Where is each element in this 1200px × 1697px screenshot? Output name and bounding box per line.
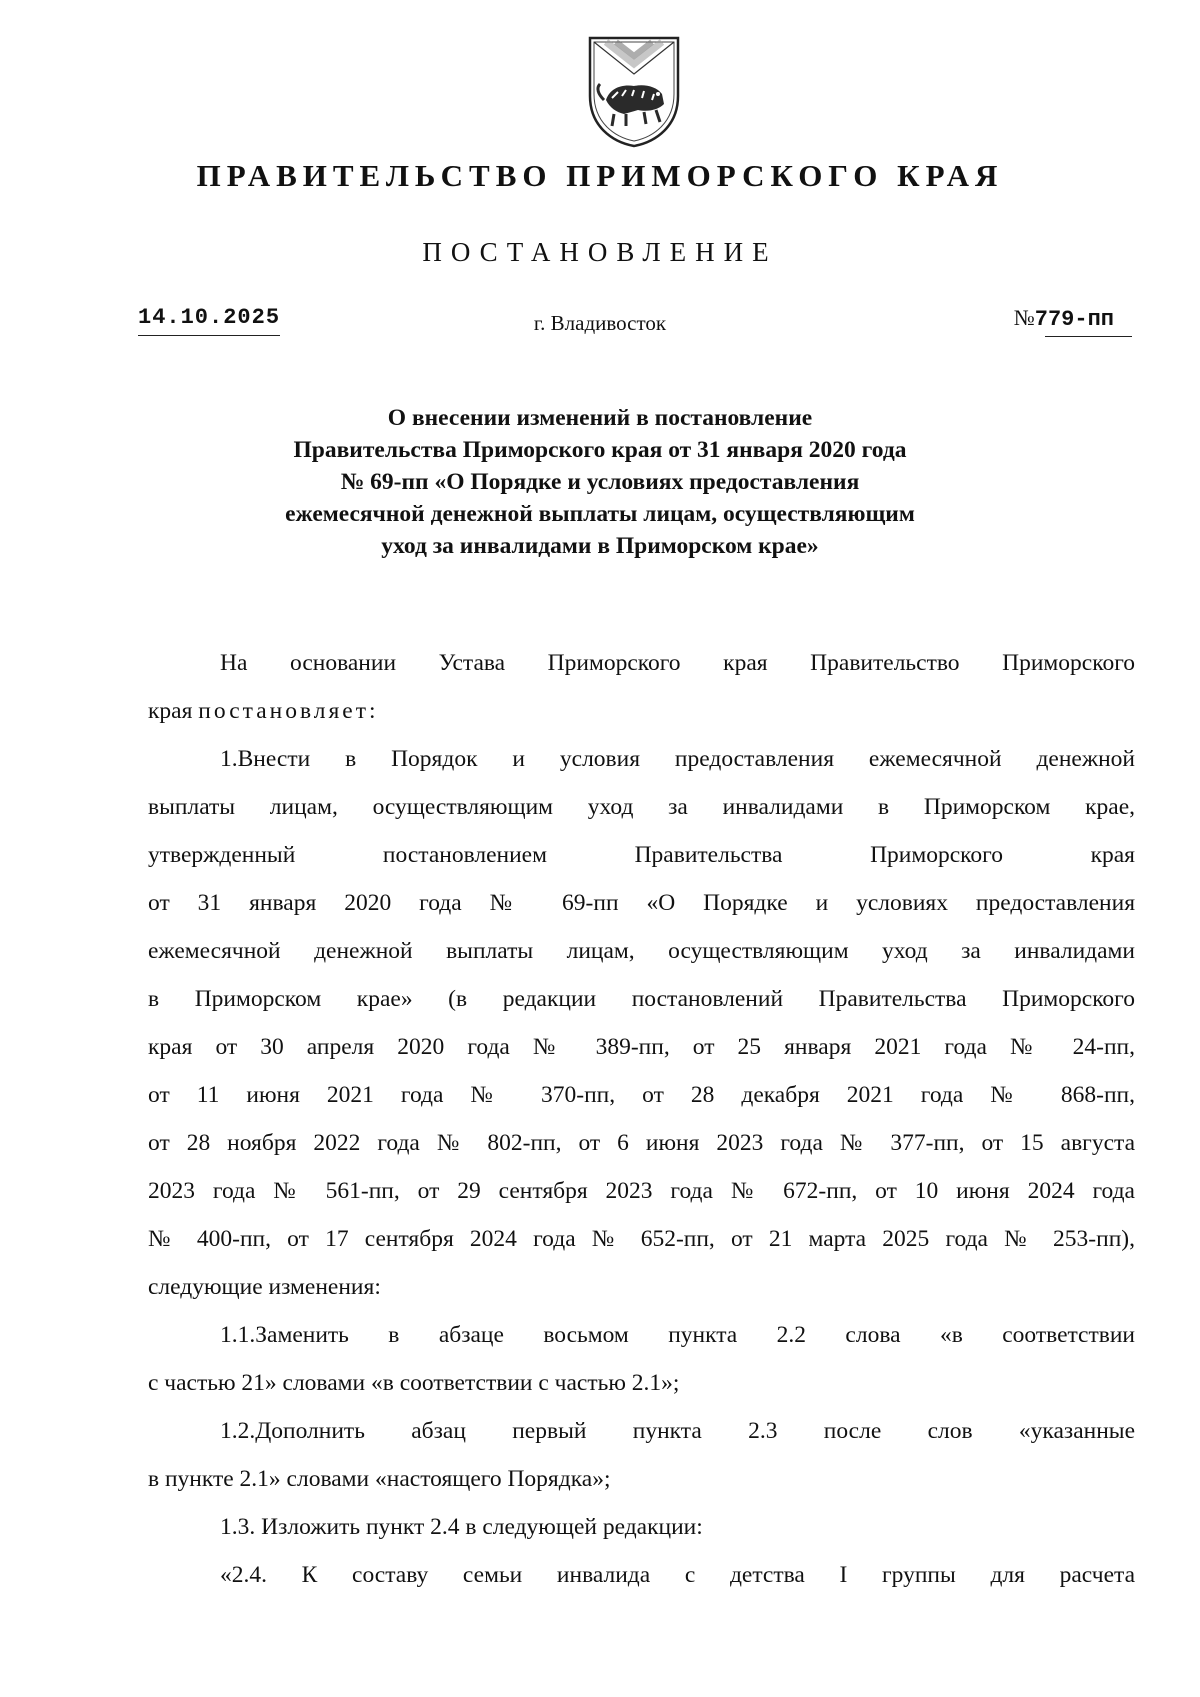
paragraph-1-line: № 400-пп, от 17 сентября 2024 года № 652-пп, от 21 марта 2025 года № 253-пп), bbox=[148, 1226, 1135, 1252]
paragraph-1-line: следующие изменения: bbox=[148, 1274, 381, 1300]
organization-name: ПРАВИТЕЛЬСТВО ПРИМОРСКОГО КРАЯ bbox=[196, 158, 1004, 193]
paragraph-1-line: ежемесячной денежной выплаты лицам, осуществляющим уход за инвалидами bbox=[148, 938, 1135, 964]
paragraph-1-line: в Приморском крае» (в редакции постановлений Правительства Приморского bbox=[148, 986, 1135, 1012]
paragraph-1-line: выплаты лицам, осуществляющим уход за инвалидами в Приморском крае, bbox=[148, 794, 1135, 820]
number-sign: № bbox=[1013, 305, 1035, 330]
preamble-text: края bbox=[148, 698, 199, 724]
number-underline bbox=[1045, 336, 1132, 337]
resolves-word: постановляет: bbox=[198, 698, 379, 724]
document-date: 14.10.2025 bbox=[138, 305, 281, 330]
coat-of-arms-emblem bbox=[586, 34, 682, 148]
title-line: № 69-пп «О Порядке и условиях предоставления bbox=[340, 469, 860, 495]
paragraph-1-line: от 11 июня 2021 года № 370-пп, от 28 декабря 2021 года № 868-пп, bbox=[148, 1082, 1135, 1108]
paragraph-1-line: утвержденный постановлением Правительства Приморского края bbox=[148, 842, 1135, 868]
paragraph-1-1-line: 1.1.Заменить в абзаце восьмом пункта 2.2 слова «в соответствии bbox=[220, 1322, 1135, 1348]
document-type: ПОСТАНОВЛЕНИЕ bbox=[422, 237, 778, 267]
title-line: уход за инвалидами в Приморском крае» bbox=[381, 533, 819, 559]
title-line: Правительства Приморского края от 31 января 2020 года bbox=[293, 437, 907, 463]
document-number bbox=[1014, 305, 1114, 332]
paragraph-1-3-line: 1.3. Изложить пункт 2.4 в следующей редакции: bbox=[220, 1514, 703, 1540]
title-line: ежемесячной денежной выплаты лицам, осуществляющим bbox=[285, 501, 915, 527]
paragraph-1-1-line: с частью 21» словами «в соответствии с частью 2.1»; bbox=[148, 1370, 680, 1396]
preamble-line: На основании Устава Приморского края Правительство Приморского bbox=[220, 650, 1135, 676]
title-line: О внесении изменений в постановление bbox=[387, 405, 813, 431]
paragraph-1-2-line: 1.2.Дополнить абзац первый пункта 2.3 после слов «указанные bbox=[220, 1418, 1135, 1444]
paragraph-1-line: 1.Внести в Порядок и условия предоставления ежемесячной денежной bbox=[220, 746, 1135, 772]
document-title bbox=[180, 402, 1020, 562]
preamble-line bbox=[148, 687, 1135, 735]
document-city: г. Владивосток bbox=[533, 311, 667, 335]
document-body bbox=[148, 639, 1135, 1599]
paragraph-1-line: 2023 года № 561-пп, от 29 сентября 2023 года № 672-пп, от 10 июня 2024 года bbox=[148, 1178, 1135, 1204]
paragraph-1-line: края от 30 апреля 2020 года № 389-пп, от 25 января 2021 года № 24-пп, bbox=[148, 1034, 1135, 1060]
paragraph-1-line: от 28 ноября 2022 года № 802-пп, от 6 июня 2023 года № 377-пп, от 15 августа bbox=[148, 1130, 1135, 1156]
paragraph-1-2-line: в пункте 2.1» словами «настоящего Порядка»; bbox=[148, 1466, 611, 1492]
paragraph-2-4-line: «2.4. К составу семьи инвалида с детства I группы для расчета bbox=[220, 1562, 1135, 1588]
paragraph-1-line: от 31 января 2020 года № 69-пп «О Порядке и условиях предоставления bbox=[148, 890, 1135, 916]
number-value: 779-пп bbox=[1034, 307, 1114, 332]
